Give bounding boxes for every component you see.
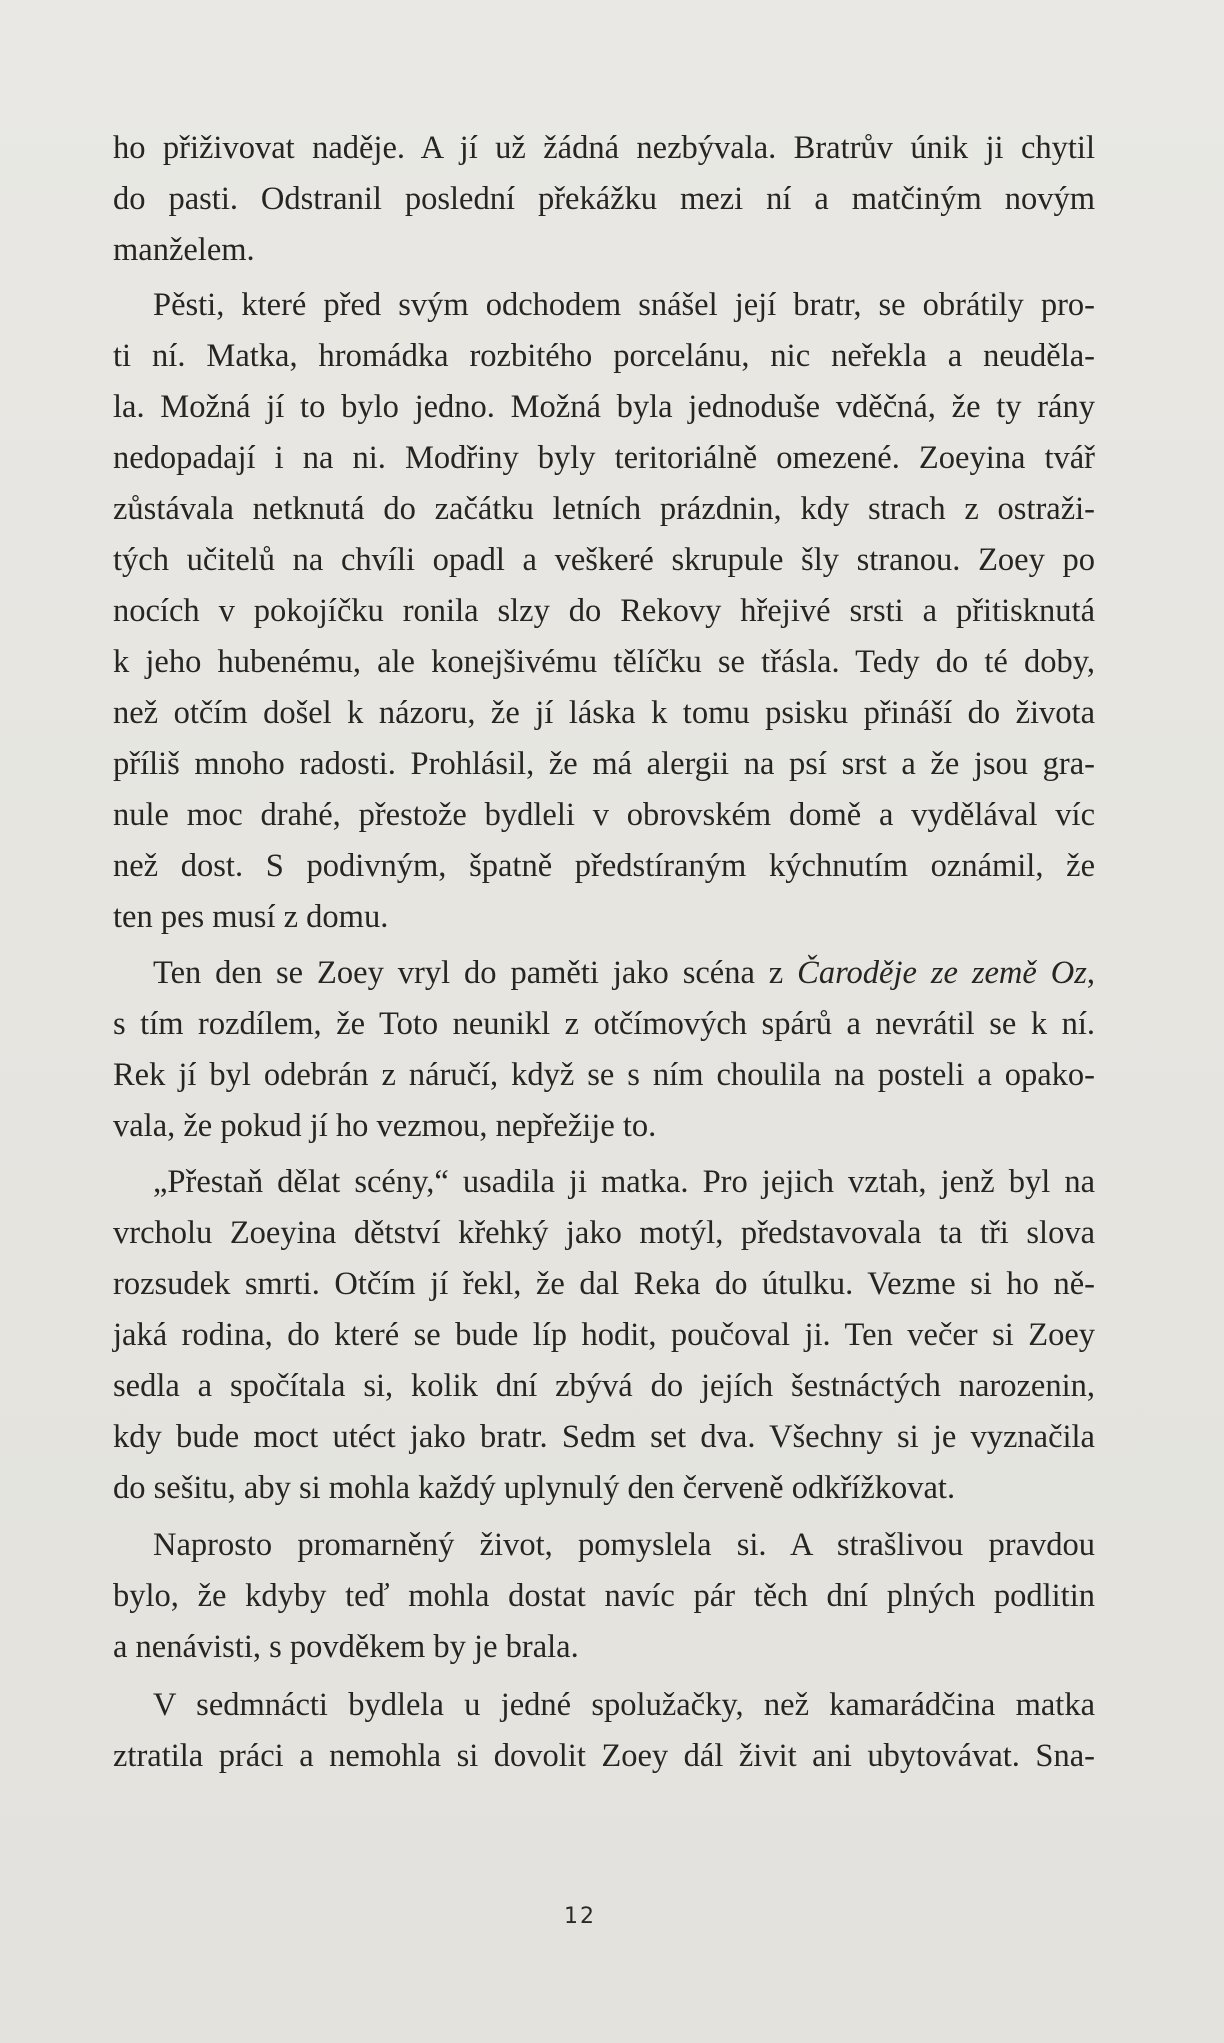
text-line: la. Možná jí to bylo jedno. Možná byla jednoduše vděčná, že ty rány bbox=[113, 389, 1095, 425]
text-line: ho přiživovat naděje. A jí už žádná nezbývala. Bratrův únik ji chytil bbox=[113, 130, 1095, 166]
text-line: nule moc drahé, přestože bydleli v obrovském domě a vydělával víc bbox=[113, 797, 1095, 833]
text-line: jaká rodina, do které se bude líp hodit, poučoval ji. Ten večer si Zoey bbox=[113, 1317, 1095, 1353]
text-line: do sešitu, aby si mohla každý uplynulý den červeně odkřížkovat. bbox=[113, 1470, 956, 1506]
text-line: vala, že pokud jí ho vezmou, nepřežije to. bbox=[113, 1108, 657, 1144]
text-line: vrcholu Zoeyina dětství křehký jako motýl, představovala ta tři slova bbox=[113, 1215, 1095, 1251]
text-line: V sedmnácti bydlela u jedné spolužačky, než kamarádčina matka bbox=[153, 1687, 1095, 1723]
text-line: Naprosto promarněný život, pomyslela si. A strašlivou pravdou bbox=[153, 1527, 1095, 1563]
text-line: nedopadají i na ni. Modřiny byly teritoriálně omezené. Zoeyina tvář bbox=[113, 440, 1095, 476]
text-line: než otčím došel k názoru, že jí láska k tomu psisku přináší do života bbox=[113, 695, 1095, 731]
text-span: Ten den se Zoey vryl do paměti jako scéna z bbox=[153, 955, 798, 991]
text-line: a nenávisti, s povděkem by je brala. bbox=[113, 1629, 579, 1665]
text-line-with-title bbox=[153, 953, 1095, 993]
text-line: Pěsti, které před svým odchodem snášel její bratr, se obrátily pro- bbox=[153, 287, 1095, 323]
page-number: 12 bbox=[564, 1904, 596, 1929]
text-line: manželem. bbox=[113, 232, 255, 268]
text-line: sedla a spočítala si, kolik dní zbývá do jejích šestnáctých narozenin, bbox=[113, 1368, 1095, 1404]
text-span: , bbox=[1086, 955, 1095, 991]
text-line: zůstávala netknutá do začátku letních prázdnin, kdy strach z ostraži- bbox=[113, 491, 1095, 527]
book-title-italic: Čaroděje ze země Oz bbox=[797, 955, 1087, 991]
text-line: ten pes musí z domu. bbox=[113, 899, 389, 935]
text-line: příliš mnoho radosti. Prohlásil, že má alergii na psí srst a že jsou gra- bbox=[113, 746, 1095, 782]
text-line: s tím rozdílem, že Toto neunikl z otčímových spárů a nevrátil se k ní. bbox=[113, 1006, 1095, 1042]
text-line: „Přestaň dělat scény,“ usadila ji matka. Pro jejich vztah, jenž byl na bbox=[153, 1164, 1095, 1200]
text-line: do pasti. Odstranil poslední překážku mezi ní a matčiným novým bbox=[113, 181, 1095, 217]
text-line: k jeho hubenému, ale konejšivému tělíčku se třásla. Tedy do té doby, bbox=[113, 644, 1095, 680]
text-line: kdy bude moct utéct jako bratr. Sedm set dva. Všechny si je vyznačila bbox=[113, 1419, 1095, 1455]
text-line: bylo, že kdyby teď mohla dostat navíc pár těch dní plných podlitin bbox=[113, 1578, 1095, 1614]
text-line: tých učitelů na chvíli opadl a veškeré skrupule šly stranou. Zoey po bbox=[113, 542, 1095, 578]
text-line: ti ní. Matka, hromádka rozbitého porcelánu, nic neřekla a neuděla- bbox=[113, 338, 1095, 374]
text-line: Rek jí byl odebrán z náručí, když se s ním choulila na posteli a opako- bbox=[113, 1057, 1095, 1093]
text-line: nocích v pokojíčku ronila slzy do Rekovy hřejivé srsti a přitisknutá bbox=[113, 593, 1095, 629]
text-line: rozsudek smrti. Otčím jí řekl, že dal Reka do útulku. Vezme si ho ně- bbox=[113, 1266, 1095, 1302]
text-line: ztratila práci a nemohla si dovolit Zoey dál živit ani ubytovávat. Sna- bbox=[113, 1738, 1095, 1774]
text-line: než dost. S podivným, špatně předstíraným kýchnutím oznámil, že bbox=[113, 848, 1095, 884]
